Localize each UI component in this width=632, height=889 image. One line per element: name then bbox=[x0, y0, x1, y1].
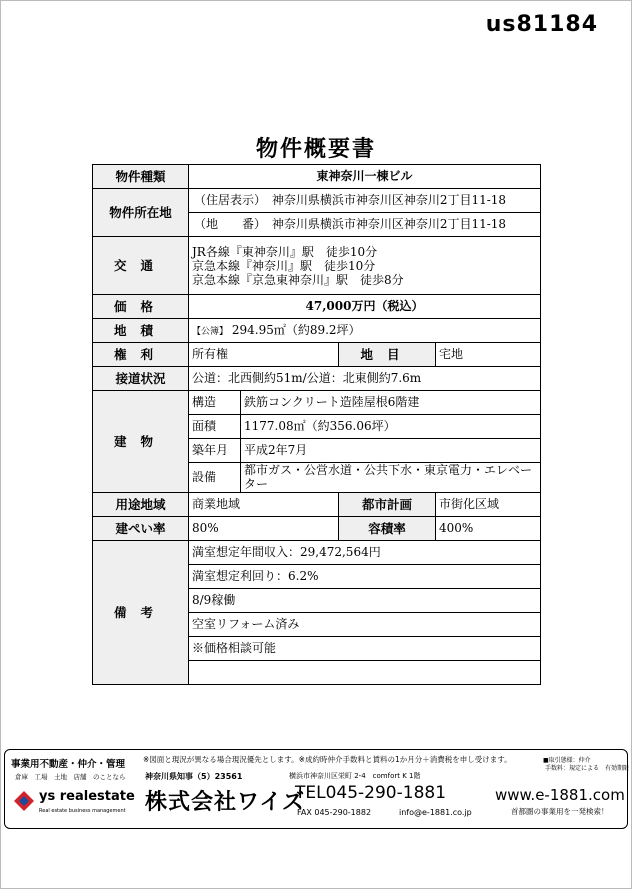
row-location-residential bbox=[93, 189, 541, 213]
label-rights: 権利 bbox=[93, 343, 189, 367]
ys-logo-icon bbox=[13, 790, 35, 812]
value-price: 47,000万円（税込） bbox=[189, 295, 541, 319]
label-floor-area: 面積 bbox=[189, 415, 241, 439]
remark-empty bbox=[189, 660, 541, 684]
row-rights bbox=[93, 343, 541, 367]
company-footer bbox=[4, 749, 628, 829]
label-land-category: 地目 bbox=[339, 343, 436, 367]
value-facilities: 都市ガス・公営水道・公共下水・東京電力・エレベーター bbox=[241, 463, 541, 493]
label-lot: （地 番） bbox=[193, 217, 266, 232]
value-land-area bbox=[189, 319, 541, 343]
label-building: 建物 bbox=[93, 391, 189, 493]
footer-license: 神奈川県知事（5）23561 bbox=[145, 772, 243, 781]
document-title: 物件概要書 bbox=[255, 136, 376, 162]
footer-transaction-type: ■取引態様：仲介 bbox=[543, 757, 591, 764]
footer-fee-terms: 手数料：規定による 有効期限 bbox=[545, 765, 630, 772]
footer-company-name: 株式会社ワイズ bbox=[145, 790, 306, 815]
access-line: 京急本線『神奈川』駅 徒歩10分 bbox=[192, 258, 376, 273]
value-zoning: 商業地域 bbox=[189, 492, 339, 516]
label-facilities: 設備 bbox=[189, 463, 241, 493]
remark-item: 空室リフォーム済み bbox=[189, 612, 541, 636]
residential-address: 神奈川県横浜市神奈川区神奈川2丁目11-18 bbox=[271, 193, 507, 208]
access-line: JR各線『東神奈川』駅 徒歩10分 bbox=[192, 244, 378, 259]
row-road bbox=[93, 367, 541, 391]
label-far: 容積率 bbox=[339, 516, 436, 540]
value-property-type: 東神奈川一棟ビル bbox=[189, 165, 541, 189]
value-coverage: 80% bbox=[189, 516, 339, 540]
lot-address: 神奈川県横浜市神奈川区神奈川2丁目11-18 bbox=[271, 217, 507, 232]
remark-item: 満室想定利回り：6.2% bbox=[189, 564, 541, 588]
footer-fax: FAX 045-290-1882 bbox=[297, 808, 372, 817]
remark-item: 8/9稼働 bbox=[189, 588, 541, 612]
label-price: 価格 bbox=[93, 295, 189, 319]
row-remarks-1 bbox=[93, 540, 541, 564]
row-building-structure bbox=[93, 391, 541, 415]
value-city-plan: 市街化区域 bbox=[436, 492, 541, 516]
footer-website: www.e-1881.com bbox=[495, 786, 625, 804]
land-area-value: 294.95㎡（約89.2坪） bbox=[231, 323, 361, 338]
row-zoning bbox=[93, 492, 541, 516]
registry-prefix: 【公簿】 bbox=[192, 327, 229, 338]
label-property-type: 物件種類 bbox=[93, 165, 189, 189]
value-location-residential bbox=[189, 189, 541, 213]
remark-item: ※価格相談可能 bbox=[189, 636, 541, 660]
label-remarks: 備考 bbox=[93, 540, 189, 684]
label-location: 物件所在地 bbox=[93, 189, 189, 237]
row-land-area bbox=[93, 319, 541, 343]
access-line: 京急本線『京急東神奈川』駅 徒歩8分 bbox=[192, 272, 404, 287]
value-rights: 所有権 bbox=[189, 343, 339, 367]
footer-tel: TEL045-290-1881 bbox=[295, 783, 447, 803]
label-built: 築年月 bbox=[189, 439, 241, 463]
footer-categories: 倉庫 工場 土地 店舗 のことなら bbox=[15, 773, 126, 781]
value-access bbox=[189, 237, 541, 295]
label-access: 交通 bbox=[93, 237, 189, 295]
footer-brand: ys realestate bbox=[39, 789, 135, 804]
footer-notice: ※図面と現況が異なる場合現況優先とします。※成約時仲介手数料と賃料の1か月分＋消費税を申し受けます。 bbox=[143, 755, 512, 764]
remark-item: 満室想定年間収入：29,472,564円 bbox=[189, 540, 541, 564]
row-price bbox=[93, 295, 541, 319]
footer-address: 横浜市神奈川区栄町 2-4 comfort K 1階 bbox=[289, 772, 421, 780]
value-far: 400% bbox=[436, 516, 541, 540]
label-coverage: 建ぺい率 bbox=[93, 516, 189, 540]
row-coverage bbox=[93, 516, 541, 540]
label-land-area: 地積 bbox=[93, 319, 189, 343]
value-floor-area: 1177.08㎡（約356.06坪） bbox=[241, 415, 541, 439]
label-structure: 構造 bbox=[189, 391, 241, 415]
property-summary-table bbox=[92, 164, 541, 685]
label-residential: （住居表示） bbox=[193, 193, 266, 208]
document-id: us81184 bbox=[485, 12, 598, 37]
label-city-plan: 都市計画 bbox=[339, 492, 436, 516]
row-access bbox=[93, 237, 541, 295]
row-property-type bbox=[93, 165, 541, 189]
label-zoning: 用途地域 bbox=[93, 492, 189, 516]
value-structure: 鉄筋コンクリート造陸屋根6階建 bbox=[241, 391, 541, 415]
value-built: 平成2年7月 bbox=[241, 439, 541, 463]
footer-tagline: 事業用不動産・仲介・管理 bbox=[11, 759, 126, 770]
label-road: 接道状況 bbox=[93, 367, 189, 391]
footer-email: info@e-1881.co.jp bbox=[399, 808, 472, 817]
footer-brand-sub: Real estate business management bbox=[39, 808, 126, 814]
value-road: 公道：北西側約51m/公道：北東側約7.6m bbox=[189, 367, 541, 391]
footer-website-sub: 首都圏の事業用を一発検索！ bbox=[511, 807, 609, 816]
value-land-category: 宅地 bbox=[436, 343, 541, 367]
value-location-lot bbox=[189, 213, 541, 237]
